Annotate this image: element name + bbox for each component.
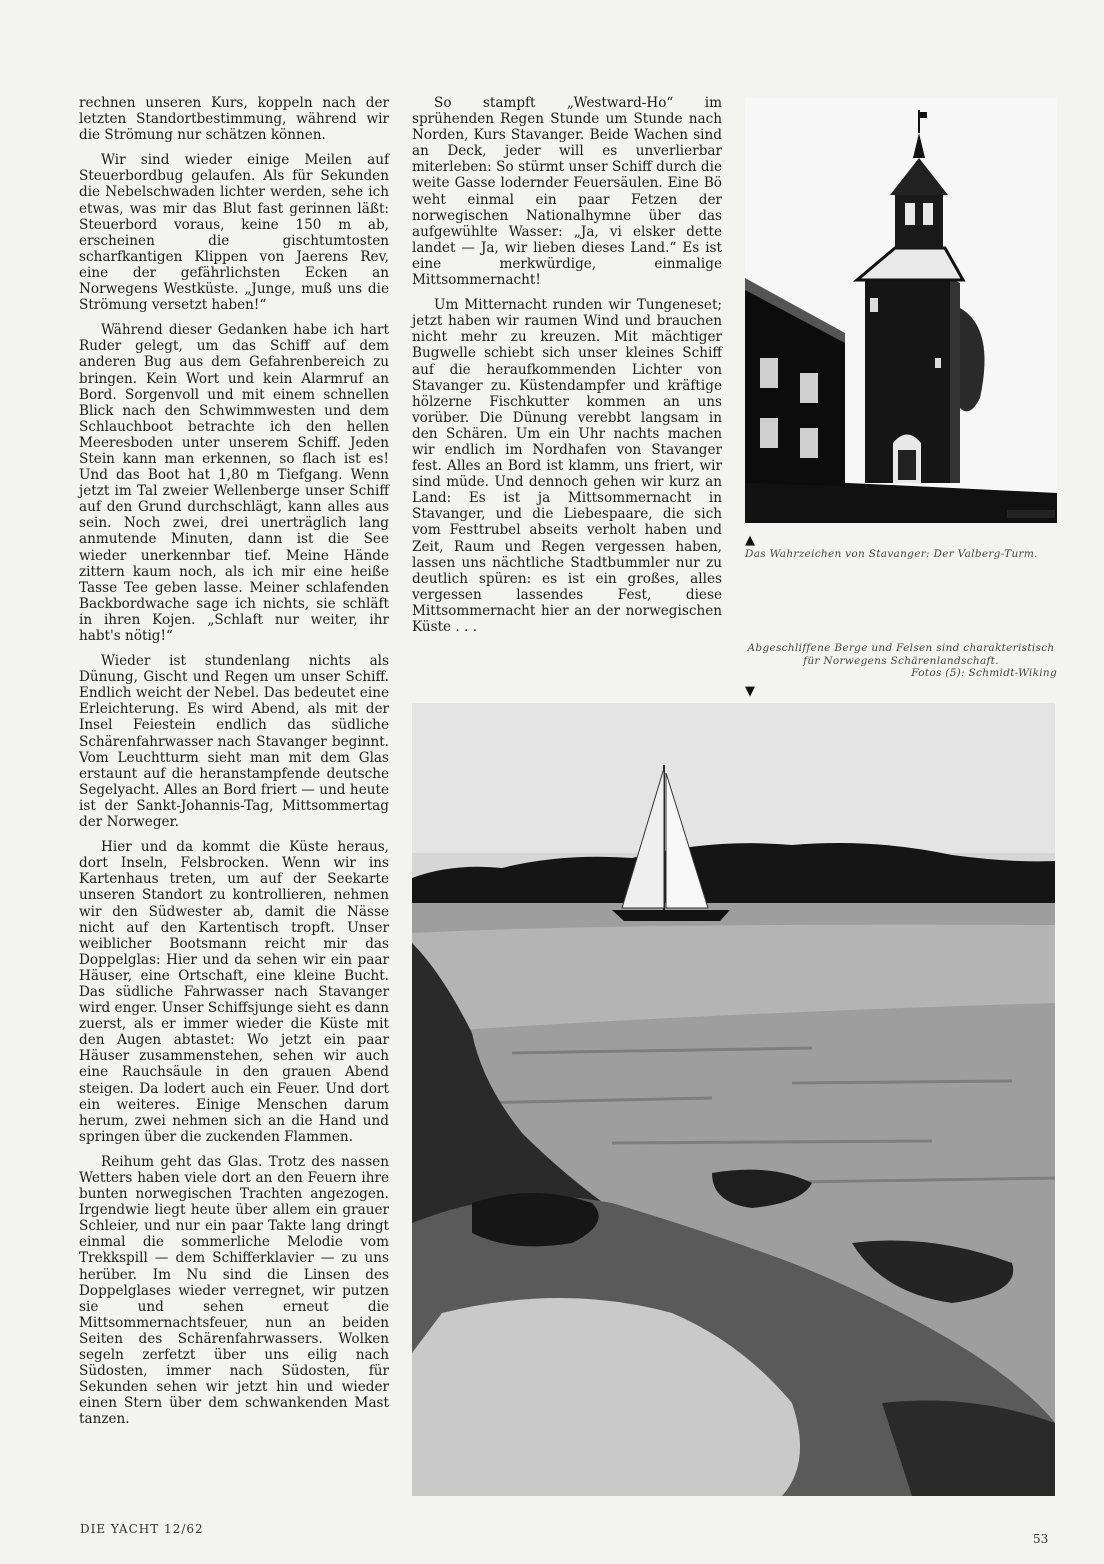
magazine-footer: DIE YACHT 12/62 — [80, 1522, 204, 1536]
page-number: 53 — [1033, 1532, 1049, 1546]
paragraph: Wieder ist stundenlang nichts als Dünung, Gischt und Regen um unser Schiff. Endlich weicht der Nebel. Das bedeutet eine Erleichterung. Es wird Abend, als mit der Insel Feiestein endlich das südliche Schärenfahrwasser nach Stavanger beginnt. Vom Leuchtturm sieht man mit dem Glas erstaunt auf die heranstampfende deutsche Segelyacht. Alles an Bord friert — und heute ist der Sankt-Johannis-Tag, Mittsommertag der Norweger. — [79, 653, 389, 831]
fjord-illustration — [412, 703, 1055, 1496]
fjord-sailboat-photo — [412, 703, 1055, 1496]
caption-arrow-down-icon: ▼ — [745, 684, 755, 699]
paragraph: So stampft „Westward-Ho“ im sprühenden Regen Stunde um Stunde nach Norden, Kurs Stavanger. Beide Wachen sind an Deck, jeder will es unverlierbar miterleben: So stürmt unser Schiff durch die weite Gasse lodernder Feuersäulen. Eine Bö weht einmal ein paar Fetzen der norwegischen Nationalhymne über das aufgewühlte Wasser: „Ja, vi elsker dette landet — Ja, wir lieben dieses Land.“ Es ist eine merkwürdige, einmalige Mittsommernacht! — [412, 95, 722, 289]
fjord-caption — [745, 642, 1057, 680]
paragraph: Während dieser Gedanken habe ich hart Ruder gelegt, um das Schiff auf dem anderen Bug aus dem Gefahrenbereich zu bringen. Kein Wort und kein Alarmruf an Bord. Sorgenvoll und mit einem schnellen Blick nach den Schwimmwesten und dem Schlauchboot betrachte ich den hellen Meeresboden unter unserem Schiff. Jeden Stein kann man erkennen, so flach ist es! Und das Boot hat 1,80 m Tiefgang. Wenn jetzt im Tal zweier Wellenberge unser Schiff auf den Grund durchschlägt, kann alles aus sein. Noch zwei, drei unerträglich lang anmutende Minuten, dann ist die See wieder unerkennbar tief. Meine Hände zittern kaum noch, als ich mir eine heiße Tasse Tee geben lasse. Meiner schlafenden Backbordwache sage ich nichts, sie schläft in ihren Kojen. „Schlaft nur weiter, ihr habt's nötig!“ — [79, 322, 389, 644]
paragraph: rechnen unseren Kurs, koppeln nach der letzten Standortbestimmung, während wir die Strömung nur schätzen können. — [79, 95, 389, 144]
caption-arrow-up-icon: ▲ — [745, 533, 755, 548]
tower-caption: Das Wahrzeichen von Stavanger: Der Valberg-Turm. — [745, 548, 1038, 560]
paragraph: Um Mitternacht runden wir Tungeneset; jetzt haben wir raumen Wind und brauchen nicht mehr zu kreuzen. Mit mächtiger Bugwelle schiebt sich unser kleines Schiff auf die heraufkommenden Lichter von Stavanger zu. Küstendampfer und kräftige hölzerne Fischkutter kommen an uns vorüber. Die Dünung verebbt langsam in den Schären. Um ein Uhr nachts machen wir endlich im Nordhafen von Stavanger fest. Alles an Bord ist klamm, uns friert, wir sind müde. Und dennoch gehen wir kurz an Land: Es ist ja Mittsommernacht in Stavanger, und die Liebespaare, die sich vom Festtrubel abseits verholt haben und Zeit, Raum und Regen vergessen haben, lassen uns nächtliche Stadtbummler nur zu deutlich spüren: es ist ein großes, alles vergessen lassendes Fest, diese Mittsommernacht hier an der norwegischen Küste . . . — [412, 297, 722, 635]
article-column-1 — [79, 95, 389, 1437]
paragraph: Hier und da kommt die Küste heraus, dort Inseln, Felsbrocken. Wenn wir ins Kartenhaus treten, um auf der Seekarte unseren Standort zu kontrollieren, nehmen wir den Südwester ab, damit die Nässe nicht auf den Kartentisch tropft. Unser weiblicher Bootsmann reicht mir das Doppelglas: Hier und da sehen wir ein paar Häuser, eine Ortschaft, eine kleine Bucht. Das südliche Fahrwasser nach Stavanger wird enger. Unser Schiffsjunge sieht es dann zuerst, als er immer wieder die Küste mit den Augen abtastet: Wo jetzt ein paar Häuser zusammenstehen, sehen wir auch eine Rauchsäule in den grauen Abend steigen. Da lodert auch ein Feuer. Und dort ein weiteres. Einige Menschen darum herum, zwei nehmen sich an die Hand und springen über die zuckenden Flammen. — [79, 839, 389, 1145]
photo-credit: Fotos (5): Schmidt-Wiking — [911, 667, 1057, 679]
paragraph: Reihum geht das Glas. Trotz des nassen Wetters haben viele dort an den Feuern ihre bunten norwegischen Trachten angezogen. Irgendwie liegt heute über allem ein grauer Schleier, und nur ein paar Takte lang dringt einmal die sommerliche Melodie vom Trekkspill — dem Schifferklavier — zu uns herüber. Im Nu sind die Linsen des Doppelglases wieder verregnet, wir putzen sie und sehen erneut die Mittsommernachtsfeuer, nun an beiden Seiten des Schärenfahrwassers. Wolken segeln zerfetzt über uns eilig nach Südosten, immer nach Südosten, für Sekunden sehen wir jetzt hin und wieder einen Stern über dem schwankenden Mast tanzen. — [79, 1153, 389, 1428]
article-column-2 — [412, 95, 722, 644]
fjord-caption-text: Abgeschliffene Berge und Felsen sind charakteristisch für Norwegens Schärenlandschaft. — [747, 642, 1055, 667]
paragraph: Wir sind wieder einige Meilen auf Steuerbordbug gelaufen. Als für Sekunden die Nebelschwaden lichter werden, sehe ich etwas, was mir das Blut fast gerinnen läßt: Steuerbord voraus, keine 150 m ab, erscheinen die gischtumtosten scharfkantigen Klippen von Jaerens Rev, eine der gefährlichsten Ecken an Norwegens Westküste. „Junge, muß uns die Strömung versetzt haben!“ — [79, 152, 389, 314]
valberg-tower-photo — [745, 98, 1057, 523]
tower-illustration — [745, 98, 1057, 523]
